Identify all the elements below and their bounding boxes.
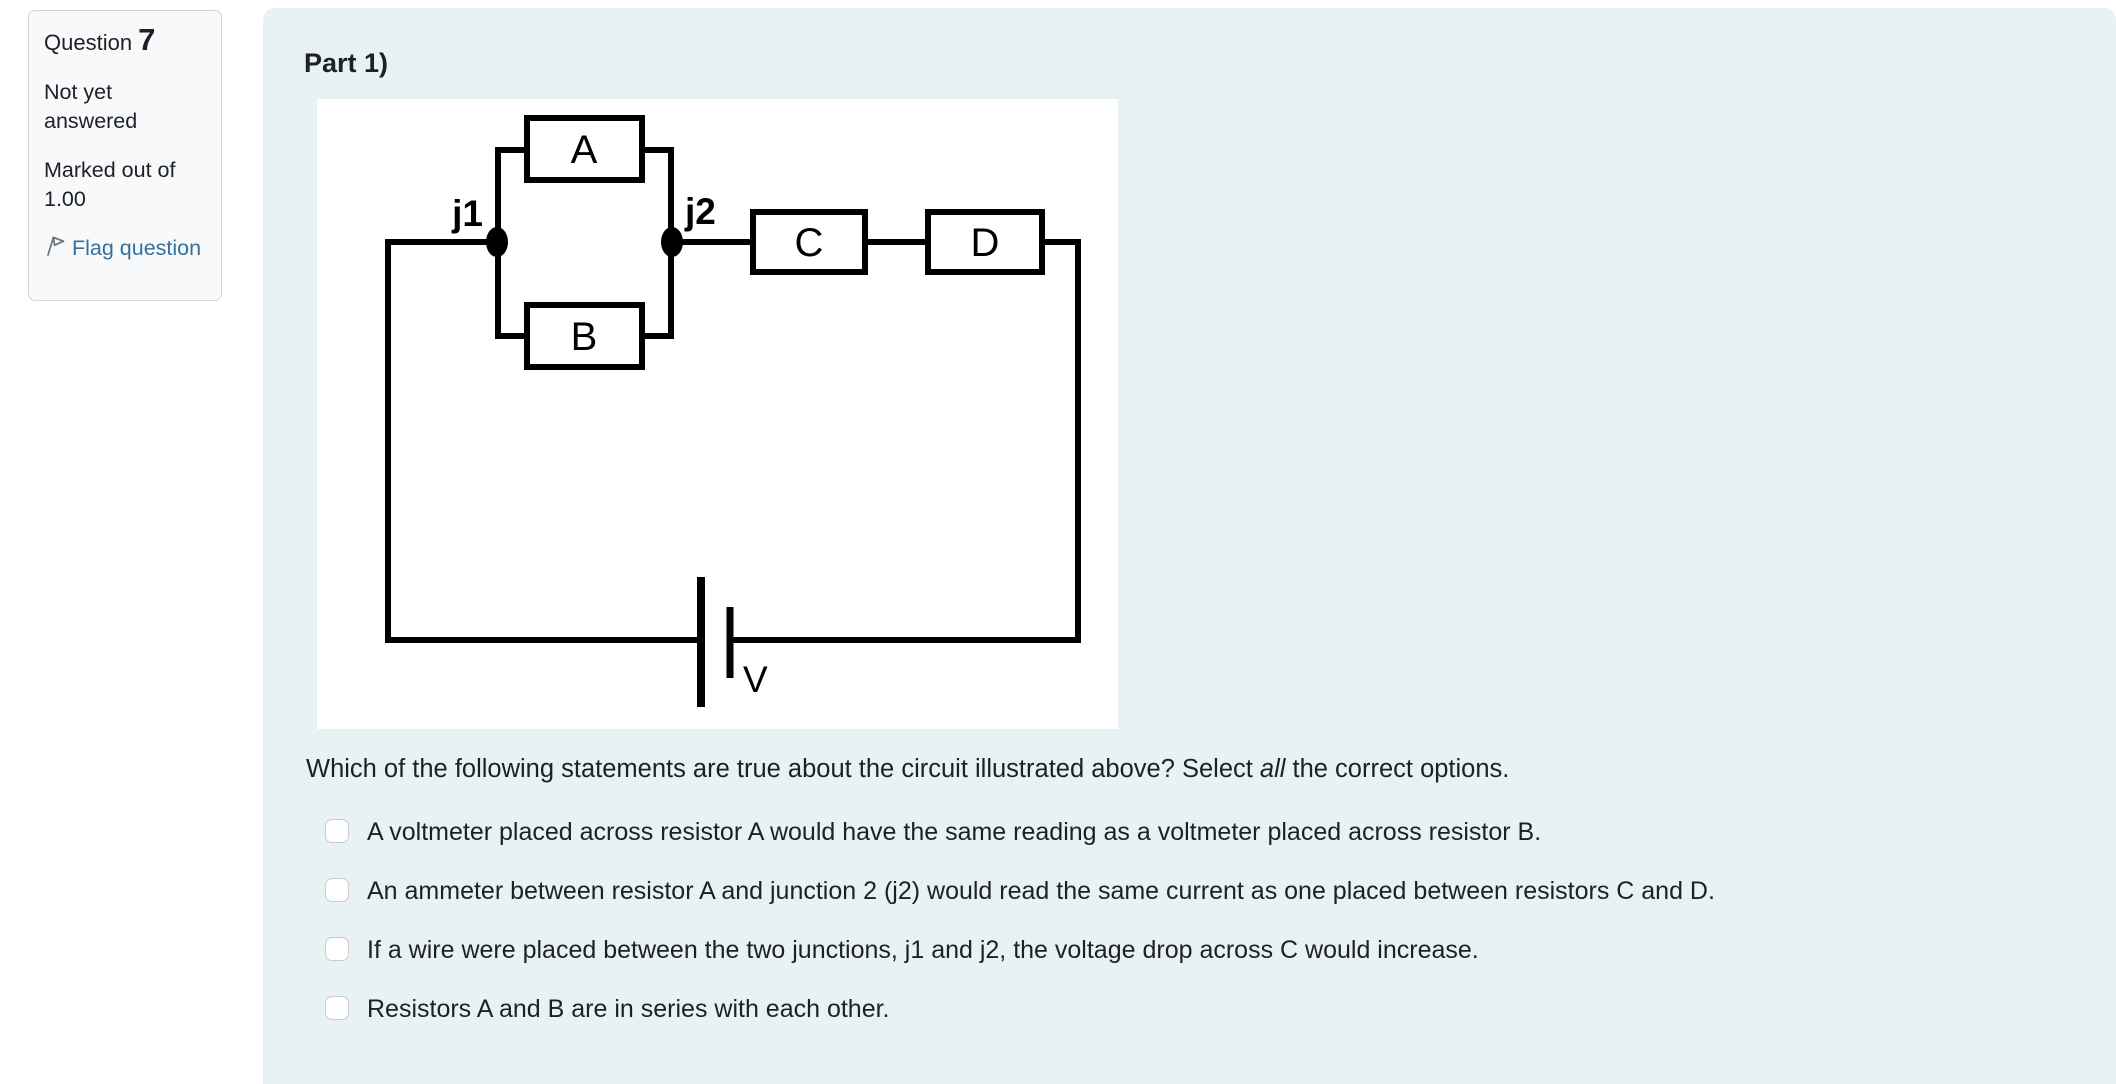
option-label[interactable]: If a wire were placed between the two junctions, j1 and j2, the voltage drop across C would increase. — [367, 936, 1479, 964]
question-info-panel — [28, 10, 222, 301]
option-checkbox[interactable] — [325, 878, 349, 902]
question-prompt — [306, 752, 1509, 786]
part-heading: Part 1) — [304, 48, 389, 78]
junction-j2-dot — [661, 227, 683, 257]
flag-icon — [44, 234, 66, 266]
wire — [388, 242, 701, 640]
circuit-svg — [317, 99, 1118, 729]
question-prompt-prefix: Which of the following statements are true about the circuit illustrated above? Select — [306, 755, 1260, 783]
answer-option-1 — [325, 817, 1541, 847]
option-label[interactable]: An ammeter between resistor A and junction 2 (j2) would read the same current as one placed between resistors C and D. — [367, 877, 1715, 905]
question-title — [44, 22, 206, 58]
answer-option-2 — [325, 876, 1715, 906]
question-status: Not yet answered — [44, 80, 138, 133]
battery-label: V — [743, 659, 768, 700]
question-marks: Marked out of 1.00 — [44, 158, 176, 211]
resistor-a-label: A — [570, 128, 598, 172]
option-checkbox[interactable] — [325, 996, 349, 1020]
flag-question-link[interactable] — [44, 236, 201, 260]
question-content-panel — [263, 8, 2116, 1084]
option-label[interactable]: Resistors A and B are in series with each other. — [367, 995, 890, 1023]
wire — [642, 150, 671, 242]
junction-j1-dot — [486, 227, 508, 257]
question-prompt-emphasis: all — [1259, 755, 1286, 783]
option-checkbox[interactable] — [325, 937, 349, 961]
option-checkbox[interactable] — [325, 819, 349, 843]
question-number: 7 — [138, 22, 156, 57]
circuit-diagram — [317, 99, 1118, 729]
answer-option-4 — [325, 994, 890, 1024]
resistor-b-label: B — [570, 315, 598, 359]
option-label[interactable]: A voltmeter placed across resistor A would have the same reading as a voltmeter placed across resistor B. — [367, 818, 1542, 846]
wire — [498, 150, 527, 242]
resistor-d-label: D — [970, 221, 1000, 265]
question-label: Question — [44, 30, 133, 55]
flag-link-label: Flag question — [72, 236, 202, 260]
resistor-c-label: C — [794, 221, 824, 265]
wire — [642, 242, 671, 336]
junction-j2-label: j2 — [685, 191, 716, 232]
question-prompt-suffix: the correct options. — [1285, 755, 1510, 783]
battery-symbol — [701, 577, 730, 707]
wire — [730, 242, 1078, 640]
wire — [498, 242, 527, 336]
junction-j1-label: j1 — [452, 193, 483, 234]
answer-option-3 — [325, 935, 1479, 965]
